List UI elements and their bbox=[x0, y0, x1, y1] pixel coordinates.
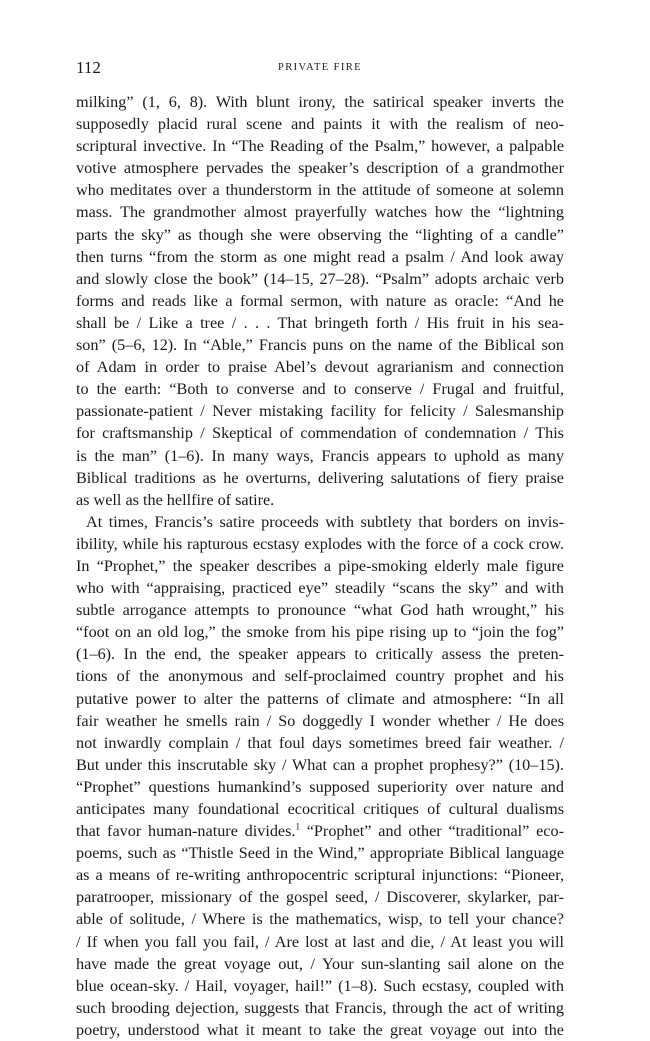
paragraph-1 bbox=[76, 91, 564, 511]
text-line: (1–6). In the end, the speaker appears to critically assess the preten- bbox=[76, 645, 564, 664]
text-line: putative power to alter the patterns of climate and atmosphere: “In all bbox=[76, 689, 564, 708]
text-line: supposedly placid rural scene and paints it with the realism of neo- bbox=[76, 115, 564, 134]
text-line: But under this inscrutable sky / What can a prophet prophesy?” (10–15). bbox=[76, 755, 564, 774]
text-line: paratrooper, missionary of the gospel seed, / Discoverer, skylarker, par- bbox=[76, 888, 564, 907]
text-line: forms and reads like a formal sermon, with nature as oracle: “And he bbox=[76, 291, 564, 310]
running-head bbox=[76, 57, 564, 79]
text-line: have made the great voyage out, / Your sun-slanting sail alone on the bbox=[76, 954, 564, 973]
text-line: shall be / Like a tree / . . . That bringeth forth / His fruit in his sea- bbox=[76, 313, 564, 332]
text-line: to the earth: “Both to converse and to conserve / Frugal and fruitful, bbox=[76, 380, 564, 399]
text-line: then turns “from the storm as one might read a psalm / And look away bbox=[76, 247, 564, 266]
text-line: of Adam in order to praise Abel’s devout agrarianism and connection bbox=[76, 358, 564, 377]
text-line: “foot on an old log,” the smoke from his pipe rising up to “join the fog” bbox=[76, 623, 564, 642]
text-fragment: that favor human-nature divides. bbox=[76, 822, 296, 841]
text-line: who meditates over a thunderstorm in the attitude of someone at solemn bbox=[76, 181, 564, 200]
text-line: as a means of re-writing anthropocentric scriptural injunctions: “Pioneer, bbox=[76, 866, 564, 885]
text-line: as well as the hellfire of satire. bbox=[76, 490, 275, 509]
text-line: who with “appraising, practiced eye” steadily “scans the sky” and with bbox=[76, 579, 564, 598]
text-line: votive atmosphere pervades the speaker’s description of a grandmother bbox=[76, 159, 564, 178]
text-line: for craftsmanship / Skeptical of commendation of condemnation / This bbox=[76, 424, 564, 443]
text-line: subtle arrogance attempts to pronounce “what God hath wrought,” his bbox=[76, 601, 564, 620]
footnote-marker[interactable]: 1 bbox=[295, 821, 300, 832]
text-line: fair weather he smells rain / So doggedly I wonder whether / He does bbox=[76, 711, 564, 730]
text-line: able of solitude, / Where is the mathematics, wisp, to tell your chance? bbox=[76, 910, 564, 929]
text-line: Biblical traditions as he overturns, delivering salutations of fiery praise bbox=[76, 468, 564, 487]
text-line: poems, such as “Thistle Seed in the Wind,” appropriate Biblical language bbox=[76, 844, 564, 863]
text-line: blue ocean-sky. / Hail, voyager, hail!” (1–8). Such ecstasy, coupled with bbox=[76, 976, 564, 995]
text-line: anticipates many foundational ecocritical critiques of cultural dualisms bbox=[76, 800, 564, 818]
text-line: is the man” (1–6). In many ways, Francis appears to uphold as many bbox=[76, 446, 564, 465]
page-number: 112 bbox=[76, 58, 101, 77]
text-line: son” (5–6, 12). In “Able,” Francis puns on the name of the Biblical son bbox=[76, 336, 564, 355]
paragraph-2 bbox=[76, 511, 564, 1041]
text-line: “Prophet” questions humankind’s supposed superiority over nature and bbox=[76, 777, 564, 796]
text-line: tions of the anonymous and self-proclaimed country prophet and his bbox=[76, 667, 564, 686]
text-line: milking” (1, 6, 8). With blunt irony, the satirical speaker inverts the bbox=[76, 93, 564, 111]
text-line: such brooding dejection, suggests that Francis, through the act of writing bbox=[76, 998, 564, 1017]
text-line: / If when you fall you fail, / Are lost at last and die, / At least you will bbox=[76, 932, 564, 951]
text-line: ibility, while his rapturous ecstasy explodes with the force of a cock crow. bbox=[76, 534, 564, 553]
text-line-with-footnote bbox=[76, 820, 564, 842]
text-line: passionate-patient / Never mistaking facility for felicity / Salesmanship bbox=[76, 402, 564, 421]
text-line: parts the sky” as though she were observing the “lighting of a candle” bbox=[76, 225, 564, 244]
text-fragment: “Prophet” and other “traditional” eco- bbox=[299, 822, 564, 841]
text-line: and slowly close the book” (14–15, 27–28). “Psalm” adopts archaic verb bbox=[76, 269, 564, 288]
running-title: PRIVATE FIRE bbox=[278, 62, 362, 73]
text-line: In “Prophet,” the speaker describes a pipe-smoking elderly male figure bbox=[76, 556, 564, 575]
text-line: poetry, understood what it meant to take the great voyage out into the bbox=[76, 1020, 564, 1039]
text-line: mass. The grandmother almost prayerfully watches how the “lightning bbox=[76, 203, 564, 222]
body-text bbox=[76, 91, 564, 1041]
text-line: scriptural invective. In “The Reading of the Psalm,” however, a palpable bbox=[76, 137, 564, 156]
text-line: not inwardly complain / that foul days sometimes breed fair weather. / bbox=[76, 733, 564, 752]
text-line: At times, Francis’s satire proceeds with subtlety that borders on invis- bbox=[86, 512, 564, 531]
